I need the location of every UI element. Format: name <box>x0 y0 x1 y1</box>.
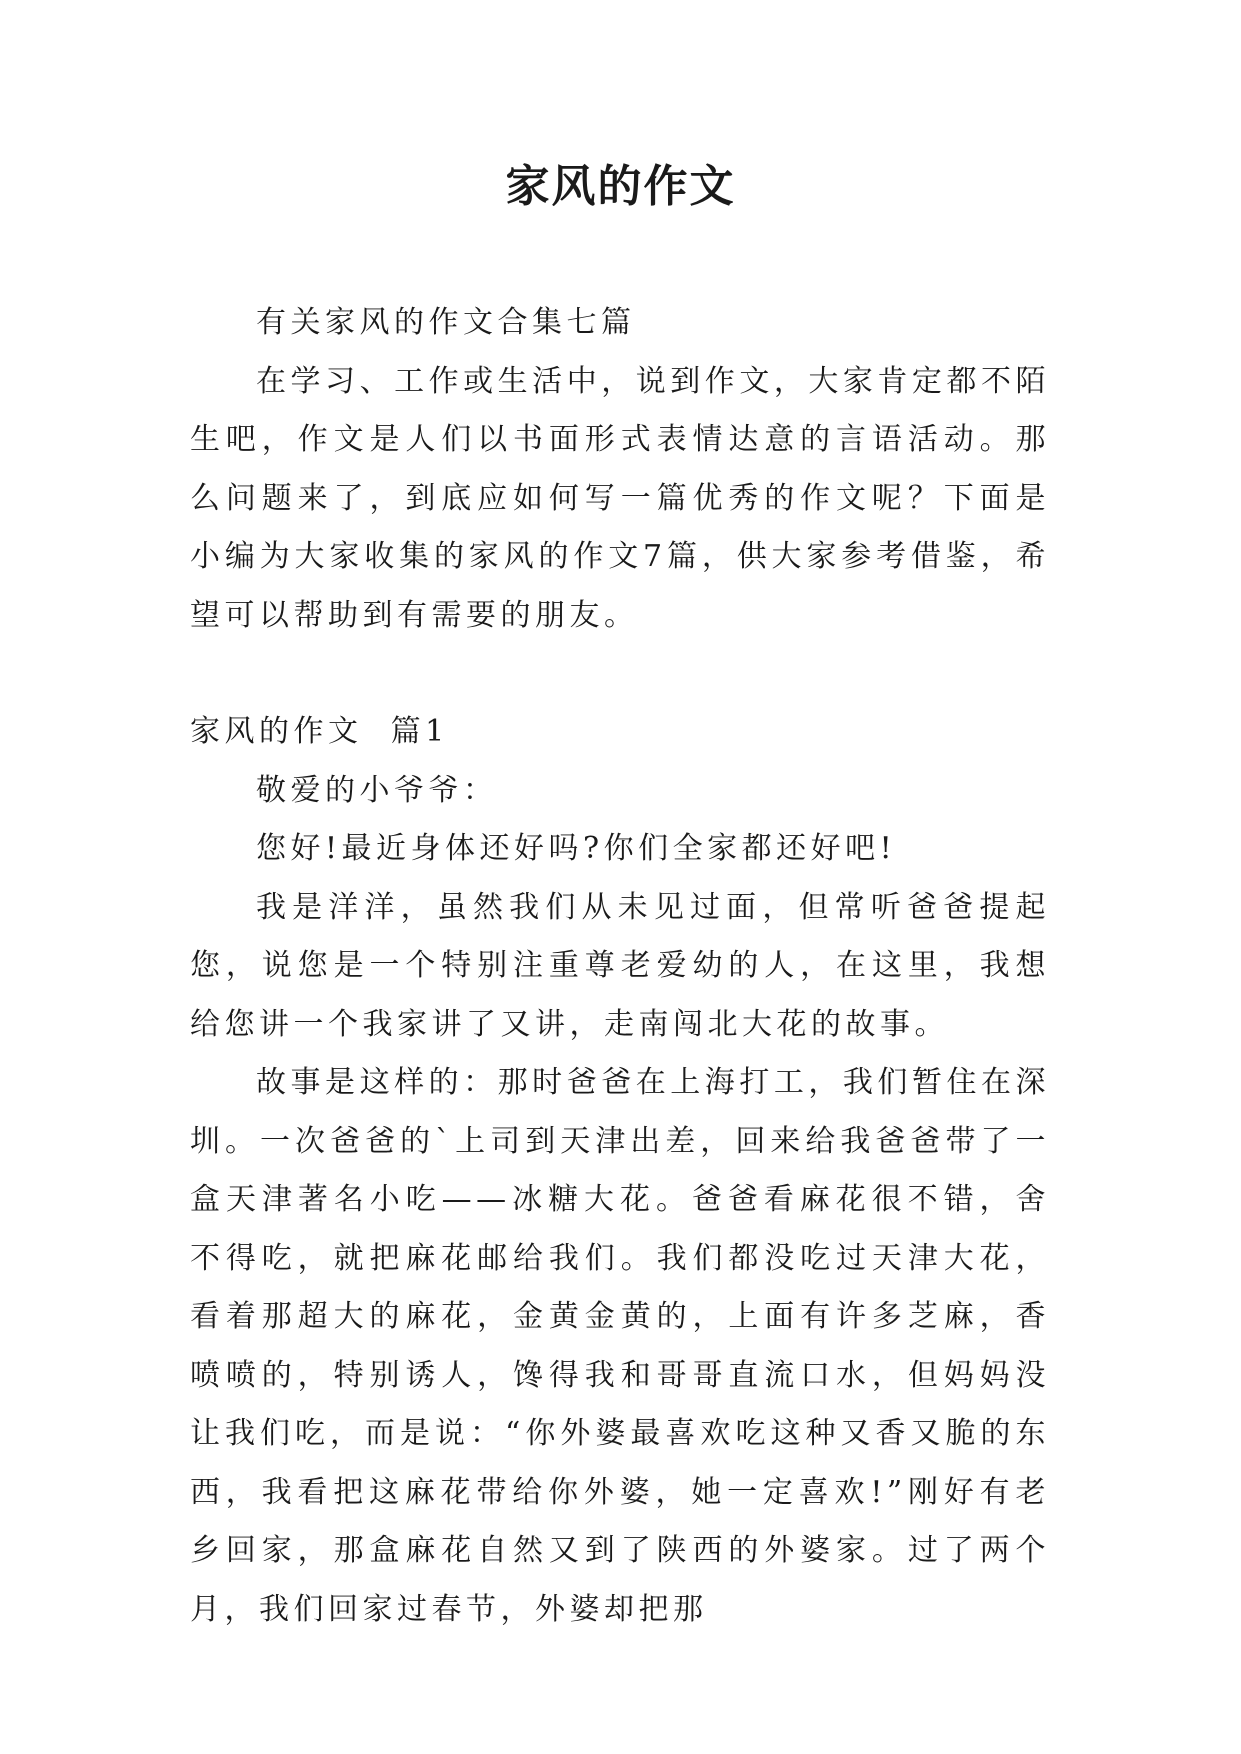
section-spacer <box>190 645 1050 703</box>
body-paragraph: 您好!最近身体还好吗?你们全家都还好吧! <box>256 831 897 866</box>
body-paragraph: 敬爱的小爷爷： <box>256 772 498 808</box>
body-paragraph: 故事是这样的：那时爸爸在上海打工，我们暂住在深圳。一次爸爸的`上司到天津出差，回来给我爸爸带了一盒天津著名小吃——冰糖大花。爸爸看麻花很不错，舍不得吃，就把麻花邮给我们。我们都没吃过天津大花，看着那超大的麻花，金黄金黄的，上面有许多芝麻，香喷喷的，特别诱人，馋得我和哥哥直流口水，但妈妈没让我们吃，而是说：“你外婆最喜欢吃这种又香又脆的东西，我看把这麻花带给你外婆，她一定喜欢!”刚好有老乡回家，那盒麻花自然又到了陕西的外婆家。过了两个月，我们回家过春节，外婆却把那 <box>190 1065 1050 1627</box>
body-paragraph: 我是洋洋，虽然我们从未见过面，但常听爸爸提起您，说您是一个特别注重尊老爱幼的人，在这里，我想给您讲一个我家讲了又讲，走南闯北大花的故事。 <box>190 889 1050 1042</box>
document-body <box>190 294 1050 1639</box>
section-heading: 家风的作文 篇1 <box>190 714 449 749</box>
intro-paragraph: 在学习、工作或生活中，说到作文，大家肯定都不陌生吧，作文是人们以书面形式表情达意的言语活动。那么问题来了，到底应如何写一篇优秀的作文呢？下面是小编为大家收集的家风的作文7篇，供大家参考借鉴，希望可以帮助到有需要的朋友。 <box>190 363 1050 633</box>
document-subtitle: 有关家风的作文合集七篇 <box>256 305 636 340</box>
document-title: 家风的作文 <box>505 161 736 212</box>
